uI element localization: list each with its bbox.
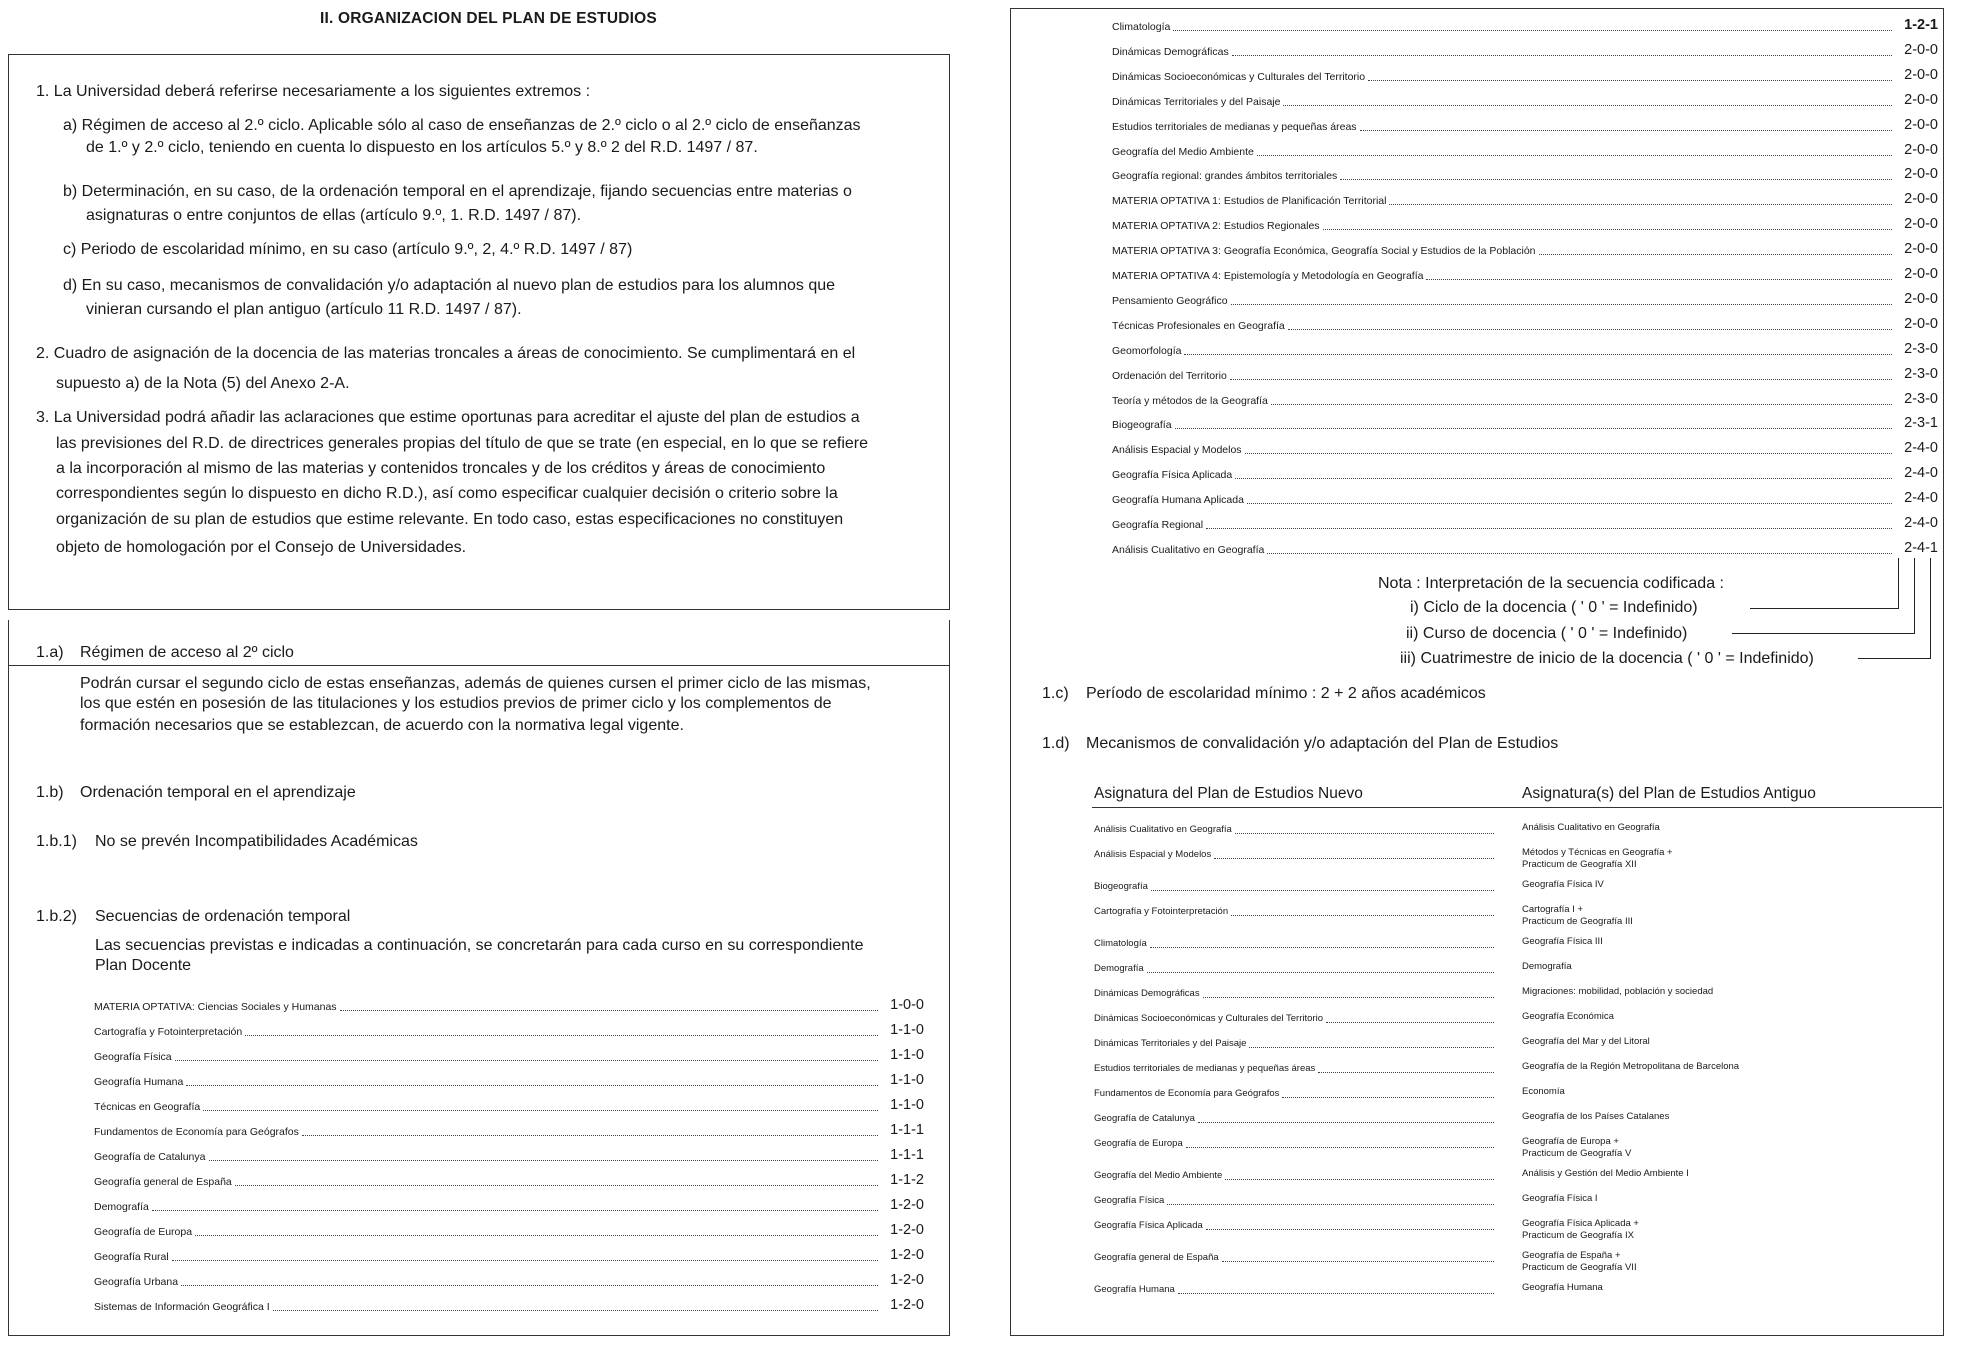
- sequence-code: 2-0-0: [1904, 116, 1938, 133]
- dot-leader: [209, 1160, 879, 1161]
- new-subject: Biogeografía: [1094, 881, 1148, 892]
- sequence-code: 2-0-0: [1904, 266, 1938, 282]
- subject-name: Teoría y métodos de la Geografía: [1112, 394, 1268, 407]
- new-subject-cell: [1094, 1168, 1494, 1182]
- dot-leader: [152, 1210, 878, 1211]
- subject-name: Geografía Física Aplicada: [1112, 469, 1233, 482]
- sequence-right-row: [1112, 41, 1938, 59]
- old-subject: Migraciones: mobilidad, población y sociedad: [1522, 986, 1714, 997]
- sequence-right-row: [1112, 390, 1938, 408]
- new-subject-cell: [1094, 986, 1494, 1000]
- dot-leader: [1426, 279, 1892, 280]
- new-subject-cell: [1094, 1193, 1494, 1207]
- new-subject-cell: [1094, 1250, 1494, 1264]
- subject-name: Biogeografía: [1112, 419, 1172, 432]
- new-subject-cell: [1094, 1136, 1494, 1150]
- divider: [8, 665, 950, 666]
- instruction-3-line5: organización de su plan de estudios que estime relevante. En todo caso, estas especificaciones no constituyen: [56, 511, 844, 528]
- sequence-right-row: [1112, 165, 1938, 183]
- new-subject-cell: [1094, 961, 1494, 975]
- dot-leader: [1282, 1097, 1494, 1098]
- sequence-code: 2-4-1: [1904, 539, 1938, 556]
- section-1a-heading: Régimen de acceso al 2º ciclo: [80, 644, 294, 661]
- dot-leader: [273, 1310, 878, 1311]
- section-1a-line3: formación necesarios que se establezcan, de acuerdo con la normativa legal vigente.: [80, 717, 684, 734]
- instruction-2-line1: 2. Cuadro de asignación de la docencia de las materias troncales a áreas de conocimiento. Se cumplimentará en el: [36, 345, 856, 362]
- dot-leader: [1150, 947, 1494, 948]
- sequence-code: 2-3-0: [1904, 340, 1938, 357]
- dot-leader: [1147, 972, 1494, 973]
- sequence-code: 1-1-0: [890, 1097, 924, 1113]
- subject-name: Geomorfología: [1112, 344, 1182, 357]
- sequence-code: 2-0-0: [1904, 66, 1938, 83]
- instruction-d-line2: vinieran cursando el plan antiguo (artículo 11 R.D. 1497 / 87).: [86, 301, 522, 318]
- dot-leader: [1232, 55, 1892, 56]
- sequence-left-row: [94, 1296, 924, 1314]
- dot-leader: [1326, 1022, 1494, 1023]
- dot-leader: [1206, 528, 1892, 529]
- old-subject: Geografía de España + Practicum de Geografía VII: [1522, 1250, 1637, 1273]
- sequence-code: 2-0-0: [1904, 315, 1938, 332]
- note-connector-iii: [1858, 558, 1931, 659]
- old-subject: Geografía Física III: [1522, 936, 1603, 947]
- instruction-a-line2: de 1.º y 2.º ciclo, teniendo en cuenta lo dispuesto en los artículos 5.º y 8.º 2 del R.D. 1497 / 87.: [86, 139, 758, 156]
- dot-leader: [195, 1235, 878, 1236]
- new-subject-cell: [1094, 1011, 1494, 1025]
- new-subject-cell: [1094, 1218, 1494, 1232]
- sequence-left-row: [94, 1271, 924, 1289]
- note-title: Nota : Interpretación de la secuencia codificada :: [1378, 575, 1724, 592]
- instruction-3-line1: 3. La Universidad podrá añadir las aclaraciones que estime oportunas para acreditar el ajuste del plan de estudios a: [36, 409, 860, 426]
- instruction-3-line4: correspondientes según lo dispuesto en dicho R.D.), así como especificar cualquier decisión o criterio sobre la: [56, 485, 838, 502]
- subject-name: Ordenación del Territorio: [1112, 369, 1227, 382]
- subject-name: Dinámicas Demográficas: [1112, 45, 1229, 58]
- sequence-code: 1-2-1: [1904, 17, 1938, 33]
- subject-name: Análisis Cualitativo en Geografía: [1112, 543, 1265, 556]
- subject-name: Fundamentos de Economía para Geógrafos: [94, 1126, 299, 1138]
- dot-leader: [1235, 478, 1892, 479]
- dot-leader: [1323, 229, 1892, 230]
- new-subject-cell: [1094, 1086, 1494, 1100]
- sequence-left-row: [94, 1246, 924, 1264]
- section-1a-line2: los que estén en posesión de las titulaciones y los estudios previos de primer ciclo y los complementos de: [80, 695, 832, 712]
- sequence-right-row: [1112, 489, 1938, 507]
- dot-leader: [1247, 503, 1892, 504]
- new-subject: Fundamentos de Economía para Geógrafos: [1094, 1088, 1280, 1099]
- sequence-code: 2-0-0: [1904, 216, 1938, 233]
- dot-leader: [1249, 1047, 1494, 1048]
- dot-leader: [203, 1110, 878, 1111]
- subject-name: Dinámicas Socioeconómicas y Culturales del Territorio: [1112, 70, 1366, 83]
- subject-name: MATERIA OPTATIVA 4: Epistemología y Metodología en Geografía: [1112, 270, 1424, 282]
- sequence-code: 2-0-0: [1904, 91, 1938, 108]
- instruction-2-line2: supuesto a) de la Nota (5) del Anexo 2-A.: [56, 375, 350, 392]
- subject-name: Análisis Espacial y Modelos: [1112, 444, 1242, 457]
- dot-leader: [1257, 155, 1892, 156]
- section-1b2-number: 1.b.2): [36, 908, 77, 925]
- subject-name: Geografía general de España: [94, 1176, 232, 1188]
- new-subject: Geografía general de España: [1094, 1252, 1219, 1263]
- section-1d-number: 1.d): [1042, 735, 1070, 752]
- sequence-code: 1-1-0: [890, 1022, 924, 1038]
- dot-leader: [1267, 553, 1892, 554]
- dot-leader: [235, 1185, 878, 1186]
- old-subject: Geografía Física IV: [1522, 879, 1604, 890]
- old-subject: Geografía Física I: [1522, 1193, 1598, 1204]
- old-subject: Métodos y Técnicas en Geografía + Practicum de Geografía XII: [1522, 847, 1673, 870]
- new-subject: Análisis Cualitativo en Geografía: [1094, 824, 1232, 835]
- note-item-i: i) Ciclo de la docencia ( ' 0 ' = Indefinido): [1410, 599, 1698, 616]
- subject-name: Geografía de Catalunya: [94, 1151, 206, 1163]
- sequence-code: 1-1-0: [890, 1072, 924, 1088]
- subject-name: Dinámicas Territoriales y del Paisaje: [1112, 95, 1281, 108]
- sequence-left-row: [94, 1171, 924, 1189]
- subject-name: Geografía Regional: [1112, 519, 1204, 531]
- dot-leader: [1245, 453, 1892, 454]
- sequence-code: 2-4-0: [1904, 440, 1938, 457]
- column-header-new: Asignatura del Plan de Estudios Nuevo: [1094, 785, 1363, 802]
- sequence-code: 2-3-0: [1904, 365, 1938, 382]
- subject-name: MATERIA OPTATIVA 2: Estudios Regionales: [1112, 220, 1320, 233]
- section-1b1-number: 1.b.1): [36, 833, 77, 850]
- section-1d-text: Mecanismos de convalidación y/o adaptación del Plan de Estudios: [1086, 735, 1559, 752]
- sequence-left-row: [94, 1046, 924, 1064]
- page-title: II. ORGANIZACION DEL PLAN DE ESTUDIOS: [320, 10, 657, 27]
- instruction-a-line1: a) Régimen de acceso al 2.º ciclo. Aplicable sólo al caso de enseñanzas de 2.º ciclo o al 2.º ciclo de enseñanzas: [63, 117, 861, 134]
- new-subject-cell: [1094, 904, 1494, 918]
- dot-leader: [1206, 1229, 1494, 1230]
- subject-name: Cartografía y Fotointerpretación: [94, 1026, 243, 1038]
- sequence-left-row: [94, 996, 924, 1014]
- dot-leader: [1203, 997, 1494, 998]
- sequence-code: 1-2-0: [890, 1272, 924, 1288]
- sequence-right-row: [1112, 439, 1938, 457]
- dot-leader: [245, 1035, 878, 1036]
- sequence-code: 1-2-0: [890, 1197, 924, 1213]
- sequence-left-row: [94, 1021, 924, 1039]
- dot-leader: [1230, 379, 1892, 380]
- new-subject-cell: [1094, 1111, 1494, 1125]
- new-subject: Demografía: [1094, 963, 1144, 974]
- sequence-code: 2-0-0: [1904, 166, 1938, 183]
- subject-name: Geografía del Medio Ambiente: [1112, 145, 1254, 158]
- dot-leader: [1271, 404, 1892, 405]
- subject-name: MATERIA OPTATIVA 1: Estudios de Planificación Territorial: [1112, 195, 1387, 208]
- new-subject-cell: [1094, 1282, 1494, 1296]
- dot-leader: [1225, 1179, 1494, 1180]
- sequence-code: 2-0-0: [1904, 141, 1938, 158]
- sequence-right-row: [1112, 141, 1938, 159]
- instruction-b-line1: b) Determinación, en su caso, de la ordenación temporal en el aprendizaje, fijando secuencias entre materias o: [63, 183, 852, 200]
- section-1b-heading: Ordenación temporal en el aprendizaje: [80, 784, 356, 801]
- sequence-code: 1-1-1: [890, 1147, 924, 1163]
- subject-name: Geografía Rural: [94, 1251, 169, 1263]
- sequence-left-row: [94, 1196, 924, 1214]
- sequence-right-row: [1112, 414, 1938, 432]
- new-subject-cell: [1094, 1061, 1494, 1075]
- subject-name: Geografía Física: [94, 1051, 172, 1063]
- new-subject-cell: [1094, 936, 1494, 950]
- sequence-left-row: [94, 1146, 924, 1164]
- sequence-code: 2-0-0: [1904, 241, 1938, 258]
- dot-leader: [302, 1135, 878, 1136]
- subject-name: Geografía Urbana: [94, 1276, 179, 1288]
- dot-leader: [186, 1085, 878, 1086]
- dot-leader: [1175, 428, 1892, 429]
- sequence-left-row: [94, 1096, 924, 1114]
- new-subject: Geografía Física: [1094, 1195, 1165, 1206]
- dot-leader: [1235, 833, 1494, 834]
- old-subject: Geografía de la Región Metropolitana de Barcelona: [1522, 1061, 1740, 1072]
- dot-leader: [172, 1260, 878, 1261]
- dot-leader: [1288, 329, 1892, 330]
- sequence-code: 2-4-0: [1904, 465, 1938, 482]
- subject-name: Geografía de Europa: [94, 1226, 193, 1238]
- dot-leader: [1214, 858, 1494, 859]
- sequence-right-row: [1112, 16, 1938, 34]
- sequence-code: 2-4-0: [1904, 490, 1938, 507]
- sequence-right-row: [1112, 265, 1938, 283]
- note-item-ii: ii) Curso de docencia ( ' 0 ' = Indefinido): [1406, 625, 1688, 642]
- section-1b1-heading: No se prevén Incompatibilidades Académicas: [95, 833, 418, 850]
- new-subject: Estudios territoriales de medianas y pequeñas áreas: [1094, 1063, 1316, 1074]
- subject-name: Geografía Humana Aplicada: [1112, 494, 1244, 507]
- new-subject-cell: [1094, 822, 1494, 836]
- instruction-b-line2: asignaturas o entre conjuntos de ellas (artículo 9.º, 1. R.D. 1497 / 87).: [86, 207, 582, 224]
- new-subject: Dinámicas Demográficas: [1094, 988, 1200, 999]
- sequence-code: 2-0-0: [1904, 41, 1938, 58]
- dot-leader: [1184, 354, 1892, 355]
- dot-leader: [1167, 1204, 1494, 1205]
- instruction-c: c) Periodo de escolaridad mínimo, en su caso (artículo 9.º, 2, 4.º R.D. 1497 / 87): [63, 241, 633, 258]
- subject-name: Técnicas Profesionales en Geografía: [1112, 319, 1285, 332]
- section-1c-number: 1.c): [1042, 685, 1069, 702]
- sequence-code: 1-2-0: [890, 1247, 924, 1263]
- sequence-code: 2-4-0: [1904, 515, 1938, 531]
- old-subject: Geografía de Europa + Practicum de Geografía V: [1522, 1136, 1632, 1159]
- new-subject: Geografía Física Aplicada: [1094, 1220, 1203, 1231]
- new-subject-cell: [1094, 847, 1494, 861]
- old-subject: Análisis y Gestión del Medio Ambiente I: [1522, 1168, 1689, 1179]
- section-1b-number: 1.b): [36, 784, 64, 801]
- dot-leader: [1360, 130, 1892, 131]
- section-1c-text: Período de escolaridad mínimo : 2 + 2 años académicos: [1086, 685, 1486, 702]
- sequence-right-row: [1112, 215, 1938, 233]
- table-header-rule: [1092, 807, 1942, 808]
- old-subject: Geografía Económica: [1522, 1011, 1614, 1022]
- sequence-right-row: [1112, 464, 1938, 482]
- subject-name: Geografía regional: grandes ámbitos territoriales: [1112, 170, 1338, 183]
- subject-name: Climatología: [1112, 21, 1171, 33]
- instruction-3-line3: a la incorporación al mismo de las materias y contenidos troncales y de los créditos y áreas de conocimiento: [56, 460, 826, 477]
- subject-name: Pensamiento Geográfico: [1112, 294, 1228, 307]
- new-subject: Geografía Humana: [1094, 1284, 1175, 1295]
- dot-leader: [1151, 890, 1494, 891]
- new-subject: Geografía de Europa: [1094, 1138, 1183, 1149]
- new-subject-cell: [1094, 879, 1494, 893]
- sequence-right-row: [1112, 315, 1938, 333]
- dot-leader: [1283, 105, 1892, 106]
- sequence-left-row: [94, 1121, 924, 1139]
- sequence-code: 1-1-1: [890, 1122, 924, 1138]
- dot-leader: [1173, 30, 1892, 31]
- sequence-right-row: [1112, 365, 1938, 383]
- sequence-code: 2-0-0: [1904, 290, 1938, 307]
- sequence-code: 2-3-0: [1904, 390, 1938, 407]
- old-subject: Cartografía I + Practicum de Geografía III: [1522, 904, 1633, 927]
- sequence-left-row: [94, 1071, 924, 1089]
- sequence-right-row: [1112, 240, 1938, 258]
- sequence-code: 2-3-1: [1904, 415, 1938, 432]
- dot-leader: [1222, 1261, 1494, 1262]
- sequence-right-row: [1112, 290, 1938, 308]
- sequence-code: 2-0-0: [1904, 191, 1938, 208]
- sequence-code: 1-0-0: [890, 997, 924, 1013]
- dot-leader: [1368, 80, 1892, 81]
- sequence-left-row: [94, 1221, 924, 1239]
- dot-leader: [340, 1010, 878, 1011]
- sequence-code: 1-1-2: [890, 1172, 924, 1188]
- new-subject: Climatología: [1094, 938, 1147, 949]
- note-item-iii: iii) Cuatrimestre de inicio de la docencia ( ' 0 ' = Indefinido): [1400, 650, 1814, 667]
- old-subject: Geografía Humana: [1522, 1282, 1603, 1293]
- sequence-code: 1-1-0: [890, 1047, 924, 1063]
- dot-leader: [175, 1060, 878, 1061]
- sequence-right-row: [1112, 514, 1938, 532]
- subject-name: Demografía: [94, 1201, 149, 1213]
- section-1a-number: 1.a): [36, 644, 64, 661]
- old-subject: Economía: [1522, 1086, 1565, 1097]
- subject-name: Geografía Humana: [94, 1076, 184, 1088]
- sequence-right-row: [1112, 66, 1938, 84]
- sequence-right-row: [1112, 116, 1938, 134]
- subject-name: Técnicas en Geografía: [94, 1101, 201, 1113]
- new-subject: Cartografía y Fotointerpretación: [1094, 906, 1229, 917]
- instruction-3-line2: las previsiones del R.D. de directrices generales propias del título de que se trate (en especial, en lo que se refiere: [56, 435, 869, 452]
- dot-leader: [1539, 254, 1892, 255]
- section-1b2-heading: Secuencias de ordenación temporal: [95, 908, 351, 925]
- dot-leader: [1198, 1122, 1494, 1123]
- sequence-code: 1-2-0: [890, 1297, 924, 1313]
- sequence-code: 1-2-0: [890, 1222, 924, 1238]
- instruction-1: 1. La Universidad deberá referirse necesariamente a los siguientes extremos :: [36, 83, 591, 100]
- instruction-3-line6: objeto de homologación por el Consejo de Universidades.: [56, 539, 467, 556]
- new-subject: Geografía del Medio Ambiente: [1094, 1170, 1223, 1181]
- sequence-right-row: [1112, 190, 1938, 208]
- new-subject: Dinámicas Territoriales y del Paisaje: [1094, 1038, 1247, 1049]
- new-subject: Geografía de Catalunya: [1094, 1113, 1195, 1124]
- subject-name: MATERIA OPTATIVA 3: Geografía Económica, Geografía Social y Estudios de la Población: [1112, 245, 1536, 258]
- subject-name: Sistemas de Información Geográfica I: [94, 1301, 270, 1313]
- old-subject: Geografía del Mar y del Litoral: [1522, 1036, 1650, 1047]
- dot-leader: [1340, 179, 1892, 180]
- dot-leader: [181, 1285, 878, 1286]
- dot-leader: [1389, 204, 1892, 205]
- instruction-d-line1: d) En su caso, mecanismos de convalidación y/o adaptación al nuevo plan de estudios para los alumnos que: [63, 277, 836, 294]
- dot-leader: [1318, 1072, 1494, 1073]
- dot-leader: [1231, 304, 1892, 305]
- old-subject: Geografía de los Países Catalanes: [1522, 1111, 1670, 1122]
- subject-name: Estudios territoriales de medianas y pequeñas áreas: [1112, 120, 1357, 133]
- sequence-right-row: [1112, 539, 1938, 557]
- old-subject: Demografía: [1522, 961, 1572, 972]
- new-subject: Análisis Espacial y Modelos: [1094, 849, 1212, 860]
- new-subject-cell: [1094, 1036, 1494, 1050]
- section-1b2-line2: Plan Docente: [95, 957, 192, 974]
- dot-leader: [1186, 1147, 1494, 1148]
- section-1a-line1: Podrán cursar el segundo ciclo de estas enseñanzas, además de quienes cursen el primer ciclo de las mismas,: [80, 675, 871, 692]
- new-subject: Dinámicas Socioeconómicas y Culturales del Territorio: [1094, 1013, 1323, 1024]
- old-subject: Geografía Física Aplicada + Practicum de Geografía IX: [1522, 1218, 1639, 1241]
- section-1b2-line1: Las secuencias previstas e indicadas a continuación, se concretarán para cada curso en su correspondiente: [95, 937, 864, 954]
- dot-leader: [1178, 1293, 1494, 1294]
- sequence-right-row: [1112, 91, 1938, 109]
- sequence-right-row: [1112, 340, 1938, 358]
- old-subject: Análisis Cualitativo en Geografía: [1522, 822, 1660, 833]
- dot-leader: [1231, 915, 1494, 916]
- subject-name: MATERIA OPTATIVA: Ciencias Sociales y Humanas: [94, 1001, 337, 1013]
- column-header-old: Asignatura(s) del Plan de Estudios Antiguo: [1522, 785, 1816, 802]
